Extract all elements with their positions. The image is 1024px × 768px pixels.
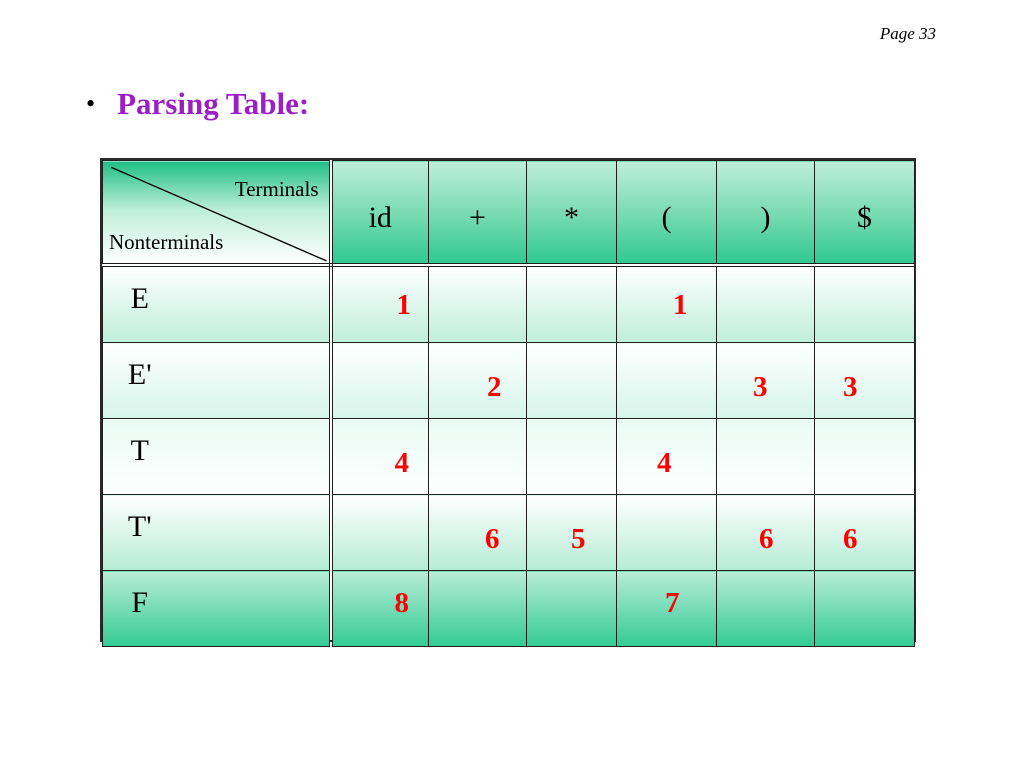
table-cell bbox=[429, 571, 527, 647]
table-cell: 6 bbox=[717, 495, 815, 571]
terminals-label: Terminals bbox=[234, 177, 319, 201]
table-cell bbox=[331, 495, 429, 571]
table-cell bbox=[815, 571, 915, 647]
nonterminal-cell: T' bbox=[103, 495, 331, 571]
table-cell bbox=[429, 265, 527, 343]
table-cell bbox=[331, 343, 429, 419]
table-cell: 4 bbox=[331, 419, 429, 495]
table-cell: 5 bbox=[527, 495, 617, 571]
table-cell: 3 bbox=[717, 343, 815, 419]
table-corner-cell bbox=[103, 161, 331, 266]
table-cell bbox=[527, 571, 617, 647]
table-cell bbox=[717, 265, 815, 343]
table-cell bbox=[527, 419, 617, 495]
table-cell bbox=[429, 419, 527, 495]
table-row bbox=[103, 343, 915, 419]
terminal-header: ) bbox=[717, 161, 815, 266]
table-cell: 1 bbox=[617, 265, 717, 343]
table-cell: 2 bbox=[429, 343, 527, 419]
nonterminals-label: Nonterminals bbox=[109, 230, 224, 254]
table-row bbox=[103, 571, 915, 647]
table-row bbox=[103, 265, 915, 343]
table-cell: 6 bbox=[429, 495, 527, 571]
table-cell bbox=[815, 419, 915, 495]
table-cell bbox=[717, 419, 815, 495]
nonterminal-cell: E bbox=[103, 265, 331, 343]
slide-heading bbox=[86, 86, 309, 122]
table-cell: 3 bbox=[815, 343, 915, 419]
table-cell: 8 bbox=[331, 571, 429, 647]
table-cell bbox=[717, 571, 815, 647]
table-row bbox=[103, 495, 915, 571]
nonterminal-cell: E' bbox=[103, 343, 331, 419]
table-cell bbox=[815, 265, 915, 343]
table-cell: 1 bbox=[331, 265, 429, 343]
terminal-header: + bbox=[429, 161, 527, 266]
nonterminal-cell: T bbox=[103, 419, 331, 495]
table-cell bbox=[527, 343, 617, 419]
bullet-icon: • bbox=[86, 89, 96, 118]
page-number: Page 33 bbox=[879, 24, 936, 43]
parsing-table bbox=[100, 158, 916, 642]
terminal-header: id bbox=[331, 161, 429, 266]
nonterminal-cell: F bbox=[103, 571, 331, 647]
table-row bbox=[103, 419, 915, 495]
table-cell bbox=[617, 495, 717, 571]
terminal-header: $ bbox=[815, 161, 915, 266]
table-cell: 7 bbox=[617, 571, 717, 647]
terminal-header: ( bbox=[617, 161, 717, 266]
heading-text: Parsing Table: bbox=[117, 86, 310, 121]
table-cell bbox=[527, 265, 617, 343]
table-cell bbox=[617, 343, 717, 419]
table-cell: 6 bbox=[815, 495, 915, 571]
terminal-header: * bbox=[527, 161, 617, 266]
table-cell: 4 bbox=[617, 419, 717, 495]
